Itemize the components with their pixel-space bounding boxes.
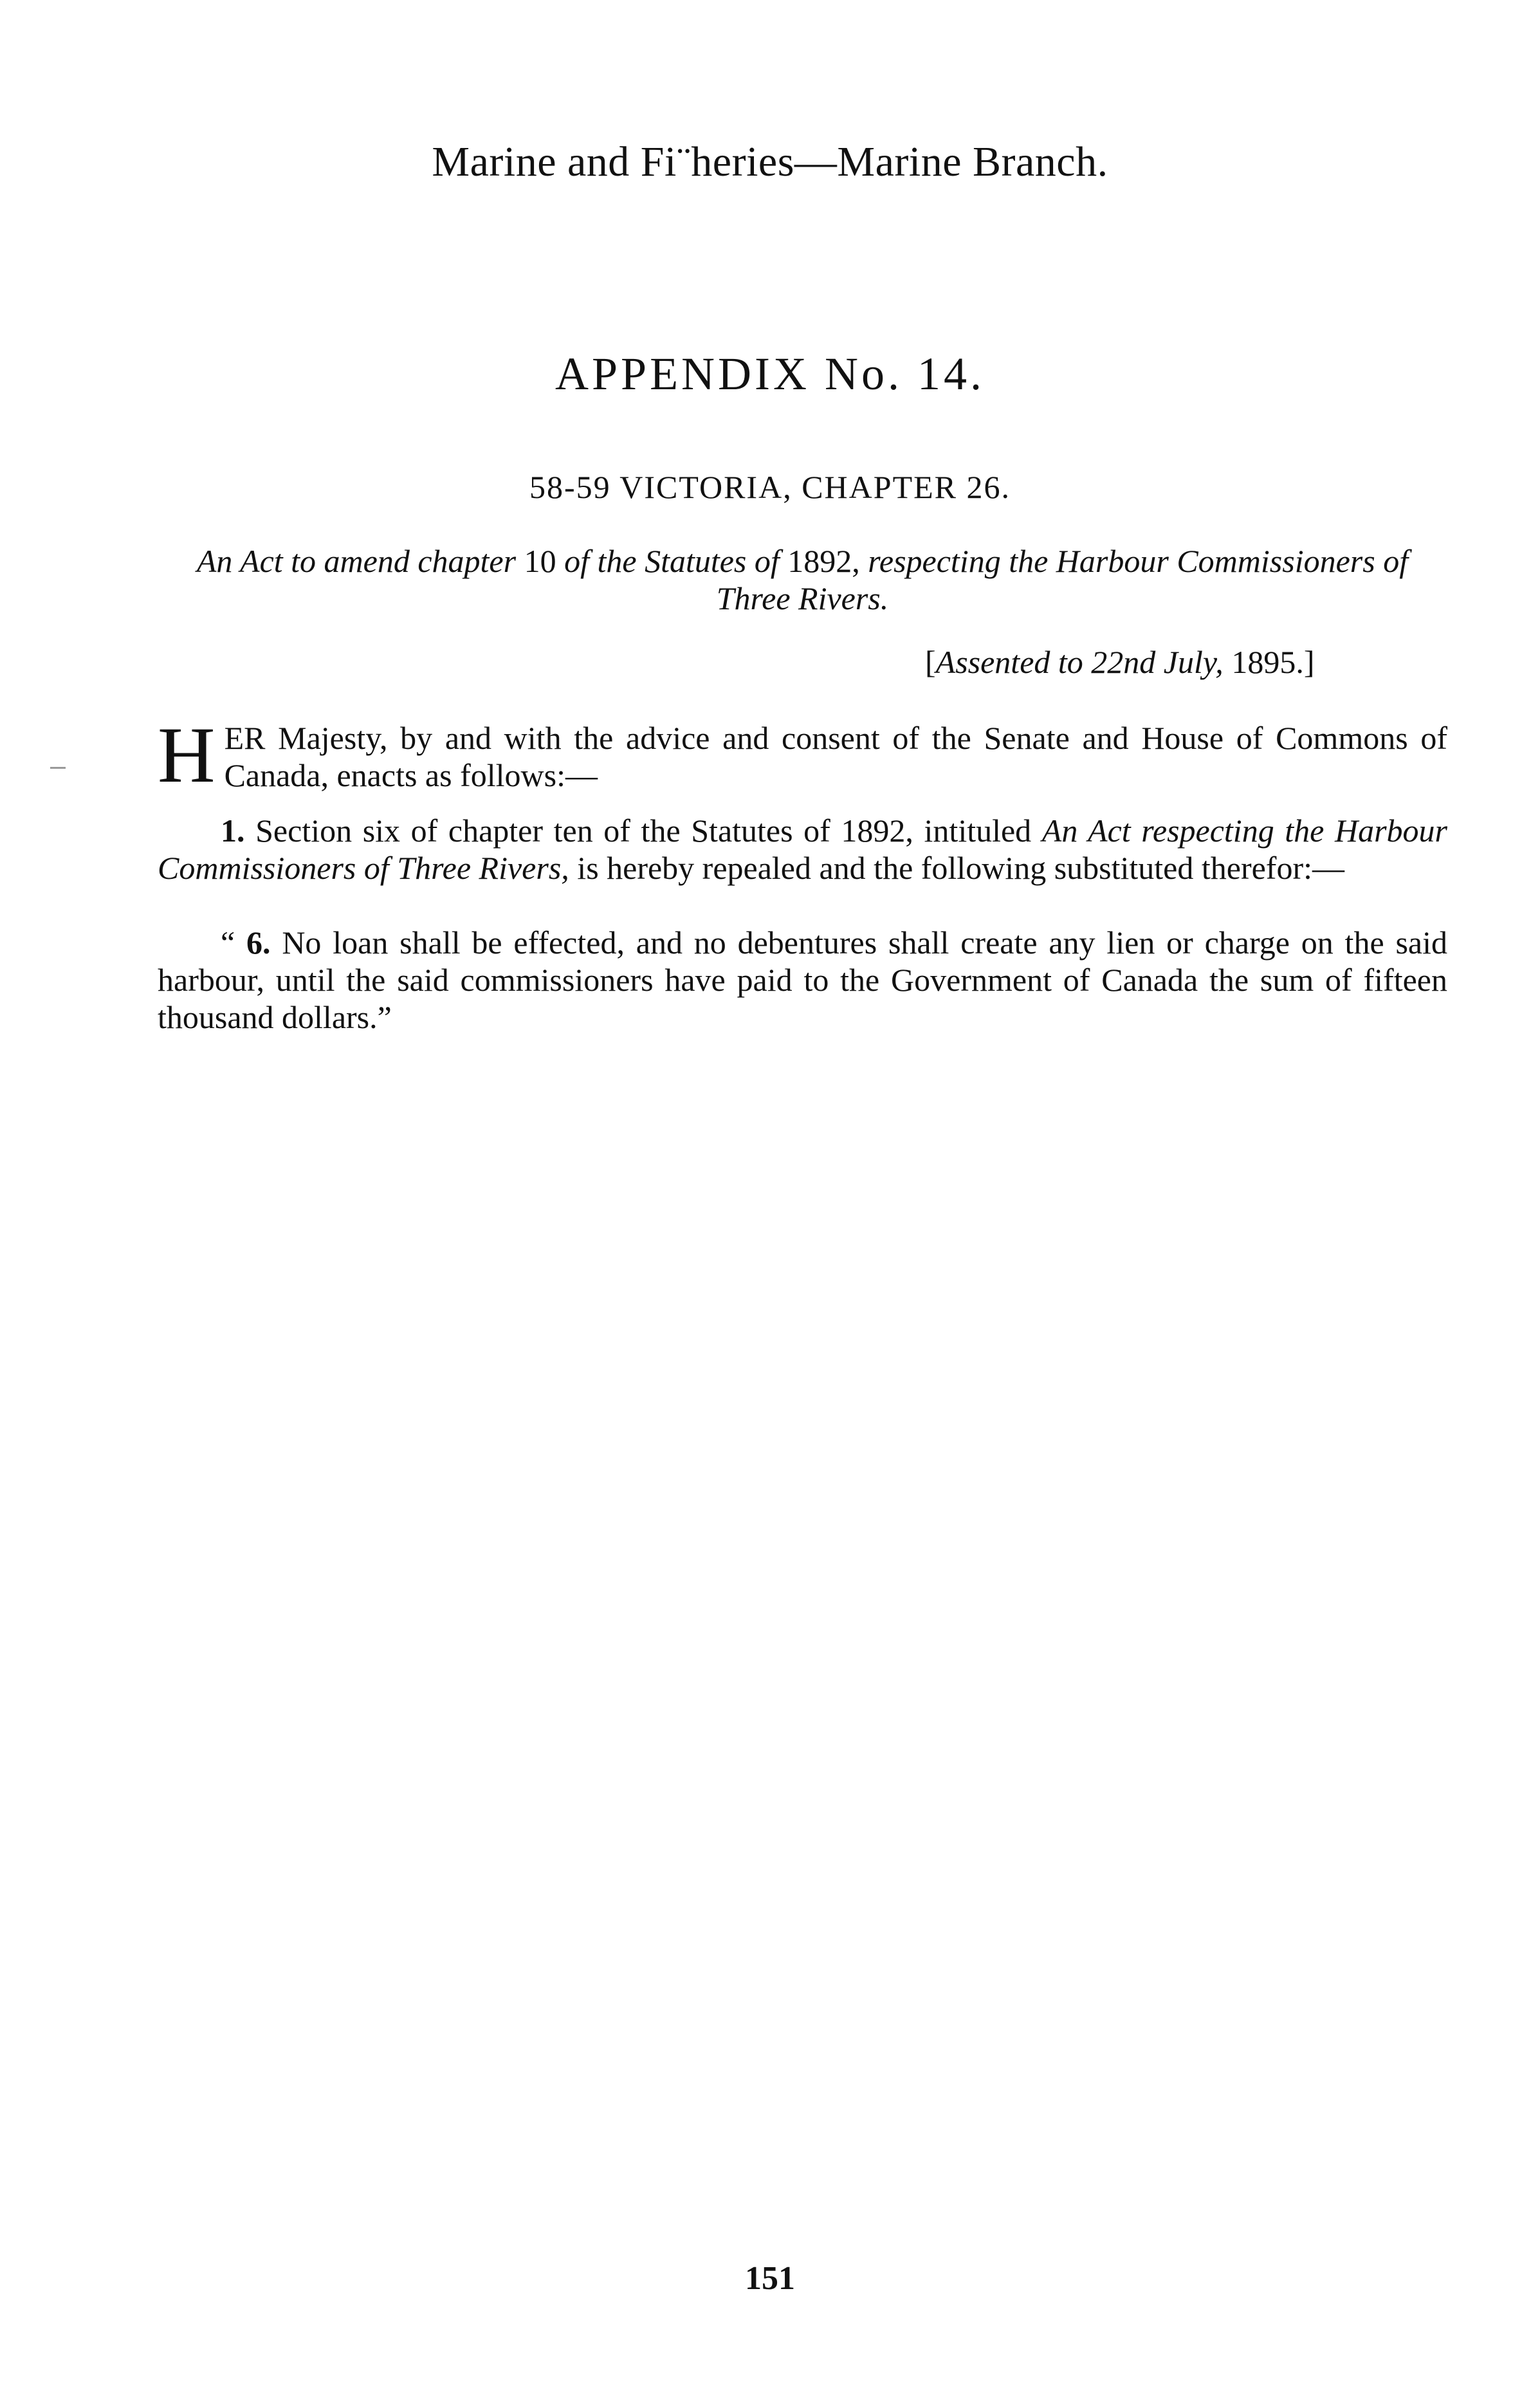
appendix-title: APPENDIX No. 14. bbox=[555, 348, 985, 400]
section-1-paragraph bbox=[158, 812, 1447, 887]
section-6-text: No loan shall be effected, and no debentures shall create any lien or charge on the said harbour, until the said commissioners have paid to the Government of Canada the sum of fifteen thousand dollars.” bbox=[158, 925, 1447, 1035]
act-title-part4: 1892, bbox=[787, 543, 860, 579]
section-1-text-a: Section six of chapter ten of the Statutes of 1892, intituled bbox=[255, 813, 1032, 849]
chapter-heading: 58-59 VICTORIA, CHAPTER 26. bbox=[529, 469, 1011, 505]
running-head: Marine and Fi¨heries—Marine Branch. bbox=[432, 138, 1108, 185]
act-title bbox=[158, 542, 1447, 617]
assent-close-bracket: ] bbox=[1303, 644, 1315, 680]
section-1-text-b: is hereby repealed and the following substituted therefor:— bbox=[577, 850, 1344, 886]
assent-line bbox=[925, 643, 1314, 681]
assent-text: Assented to 22nd July, bbox=[935, 644, 1224, 680]
page-number: 151 bbox=[745, 2260, 795, 2297]
section-1-act-title: An Act respecting the Harbour Commissioners of Three Rivers, bbox=[158, 813, 1448, 886]
drop-cap: H bbox=[158, 711, 215, 799]
assent-open-bracket: [ bbox=[925, 644, 936, 680]
margin-mark bbox=[50, 767, 66, 769]
preamble-text: ER Majesty, by and with the advice and consent of the Senate and House of Commons of Canada, enacts as follows:— bbox=[224, 720, 1447, 793]
act-title-part1: An Act to amend chapter bbox=[196, 543, 517, 579]
assent-year: 1895. bbox=[1231, 644, 1304, 680]
preamble-paragraph bbox=[158, 711, 1447, 799]
section-6-paragraph bbox=[158, 924, 1447, 1036]
act-title-part5: respecting the Harbour Commissioners of Three Rivers. bbox=[716, 543, 1409, 616]
act-title-part2: 10 bbox=[524, 543, 556, 579]
act-title-part3: of the Statutes of bbox=[564, 543, 780, 579]
section-6-open-quote: “ bbox=[221, 925, 235, 961]
section-1-number: 1. bbox=[221, 813, 245, 849]
section-6-number: 6. bbox=[246, 925, 271, 961]
